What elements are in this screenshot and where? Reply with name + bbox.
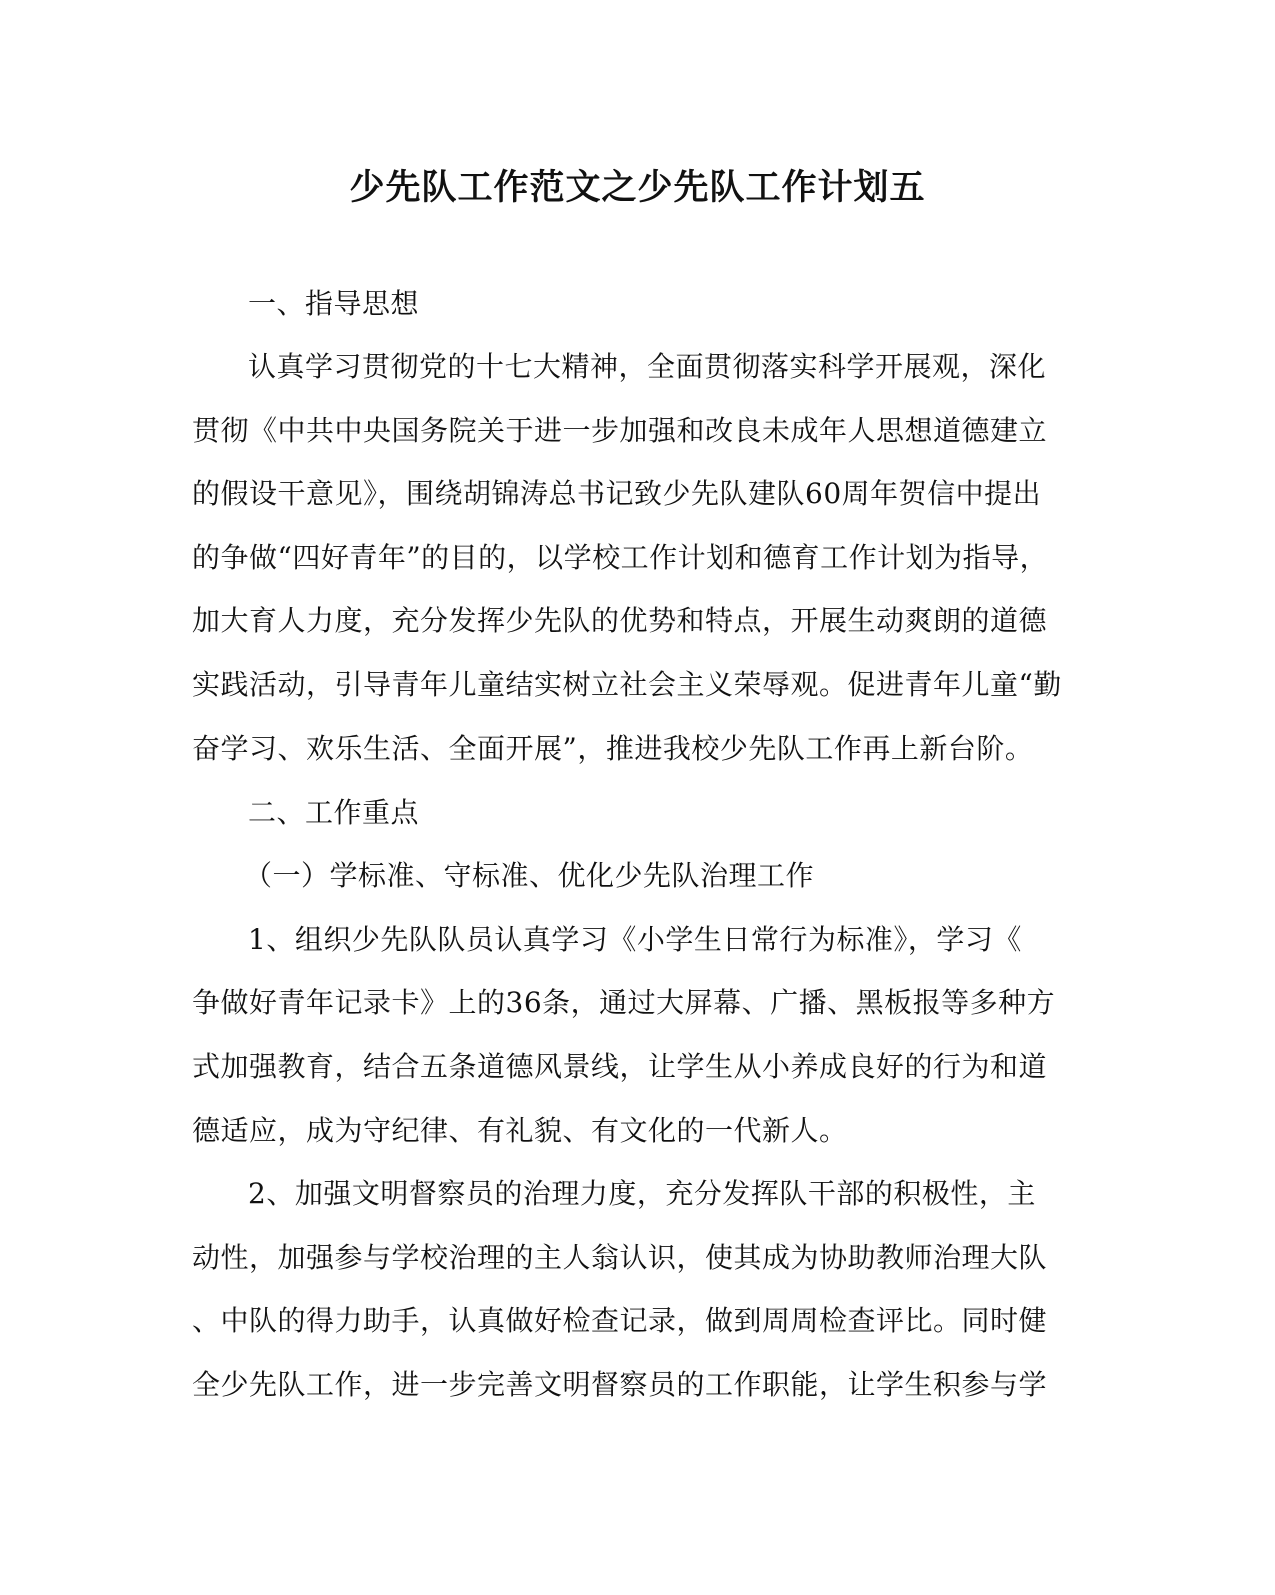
- section-heading-guiding-ideology: 一、指导思想: [248, 287, 420, 320]
- paragraph-line: 式加强教育，结合五条道德风景线，让学生从小养成良好的行为和道: [192, 1050, 1048, 1083]
- paragraph-line: 的争做“四好青年”的目的，以学校工作计划和德育工作计划为指导，: [192, 541, 1049, 574]
- document-title: 少先队工作范文之少先队工作计划五: [349, 167, 926, 208]
- paragraph-line: 、中队的得力助手，认真做好检查记录，做到周周检查评比。同时健: [192, 1304, 1048, 1337]
- paragraph-line: 奋学习、欢乐生活、全面开展”，推进我校少先队工作再上新台阶。: [192, 732, 1034, 765]
- paragraph-line: 认真学习贯彻党的十七大精神，全面贯彻落实科学开展观，深化: [248, 350, 1047, 383]
- section-heading-work-focus: 二、工作重点: [248, 796, 420, 829]
- paragraph-line: 1、组织少先队队员认真学习《小学生日常行为标准》，学习《: [248, 923, 1022, 956]
- paragraph-line: 实践活动，引导青年儿童结实树立社会主义荣辱观。促进青年儿童“勤: [192, 668, 1062, 701]
- paragraph-line: 德适应，成为守纪律、有礼貌、有文化的一代新人。: [192, 1114, 848, 1147]
- paragraph-line: 争做好青年记录卡》上的36条，通过大屏幕、广播、黑板报等多种方: [192, 986, 1056, 1019]
- paragraph-line: 贯彻《中共中央国务院关于进一步加强和改良未成年人思想道德建立: [192, 414, 1048, 447]
- paragraph-line: 的假设干意见》，围绕胡锦涛总书记致少先队建队60周年贺信中提出: [192, 477, 1042, 510]
- paragraph-line: 全少先队工作，进一步完善文明督察员的工作职能，让学生积参与学: [192, 1368, 1048, 1401]
- paragraph-line: 动性，加强参与学校治理的主人翁认识，使其成为协助教师治理大队: [192, 1241, 1048, 1274]
- subsection-heading: （一）学标准、守标准、优化少先队治理工作: [244, 859, 815, 892]
- paragraph-line: 2、加强文明督察员的治理力度，充分发挥队干部的积极性，主: [248, 1177, 1036, 1210]
- paragraph-line: 加大育人力度，充分发挥少先队的优势和特点，开展生动爽朗的道德: [192, 604, 1048, 637]
